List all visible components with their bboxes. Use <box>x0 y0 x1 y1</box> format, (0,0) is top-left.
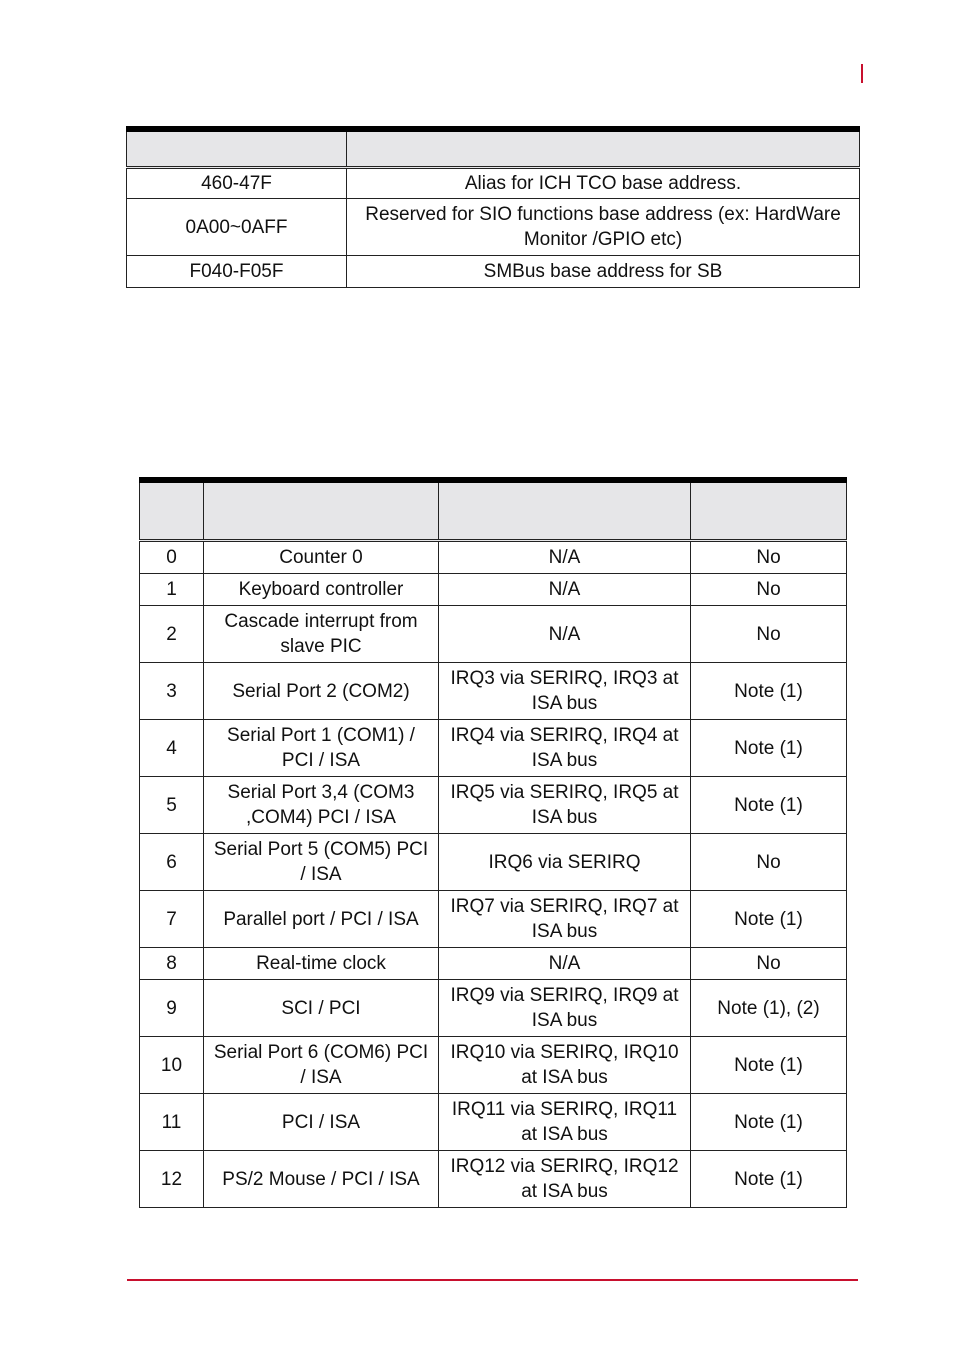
irq-cell: 10 <box>140 1037 204 1094</box>
device-cell: Cascade interrupt from slave PIC <box>204 606 439 663</box>
footer-rule <box>127 1279 858 1281</box>
note-cell: No <box>691 541 847 574</box>
description-cell: Reserved for SIO functions base address (ex: HardWare Monitor /GPIO etc) <box>347 199 860 256</box>
note-cell: Note (1) <box>691 1037 847 1094</box>
description-cell: Alias for ICH TCO base address. <box>347 168 860 199</box>
serirq-cell: N/A <box>439 606 691 663</box>
device-cell: PCI / ISA <box>204 1094 439 1151</box>
note-header-cell <box>691 480 847 541</box>
serirq-cell: N/A <box>439 574 691 606</box>
address-cell: 0A00~0AFF <box>127 199 347 256</box>
note-cell: Note (1), (2) <box>691 980 847 1037</box>
irq-cell: 8 <box>140 948 204 980</box>
irq-cell: 6 <box>140 834 204 891</box>
table-row <box>140 1094 847 1151</box>
note-cell: No <box>691 948 847 980</box>
note-cell: No <box>691 606 847 663</box>
irq-header-cell <box>140 480 204 541</box>
description-header-cell <box>347 129 860 168</box>
device-cell: Parallel port / PCI / ISA <box>204 891 439 948</box>
io-address-table <box>126 126 860 288</box>
serirq-header-cell <box>439 480 691 541</box>
irq-cell: 12 <box>140 1151 204 1208</box>
table-row <box>140 777 847 834</box>
irq-assignment-table <box>139 477 847 1208</box>
table-row <box>140 1151 847 1208</box>
device-cell: PS/2 Mouse / PCI / ISA <box>204 1151 439 1208</box>
table-row <box>140 948 847 980</box>
table-row <box>140 720 847 777</box>
table-row <box>140 980 847 1037</box>
note-cell: Note (1) <box>691 891 847 948</box>
device-cell: Serial Port 1 (COM1) / PCI / ISA <box>204 720 439 777</box>
note-cell: Note (1) <box>691 1094 847 1151</box>
table-row <box>140 574 847 606</box>
serirq-cell: IRQ6 via SERIRQ <box>439 834 691 891</box>
irq-cell: 11 <box>140 1094 204 1151</box>
serirq-cell: IRQ10 via SERIRQ, IRQ10 at ISA bus <box>439 1037 691 1094</box>
table-header-row <box>127 129 860 168</box>
serirq-cell: IRQ5 via SERIRQ, IRQ5 at ISA bus <box>439 777 691 834</box>
device-cell: Serial Port 5 (COM5) PCI / ISA <box>204 834 439 891</box>
irq-cell: 0 <box>140 541 204 574</box>
serirq-cell: N/A <box>439 541 691 574</box>
device-cell: Counter 0 <box>204 541 439 574</box>
header-accent-mark <box>861 64 863 83</box>
note-cell: No <box>691 834 847 891</box>
description-cell: SMBus base address for SB <box>347 256 860 288</box>
note-cell: Note (1) <box>691 777 847 834</box>
table-row <box>140 606 847 663</box>
device-cell: Serial Port 3,4 (COM3 ,COM4) PCI / ISA <box>204 777 439 834</box>
device-header-cell <box>204 480 439 541</box>
table-row <box>127 256 860 288</box>
device-cell: Real-time clock <box>204 948 439 980</box>
table-row <box>140 541 847 574</box>
device-cell: Serial Port 6 (COM6) PCI / ISA <box>204 1037 439 1094</box>
serirq-cell: N/A <box>439 948 691 980</box>
address-cell: 460-47F <box>127 168 347 199</box>
irq-cell: 4 <box>140 720 204 777</box>
note-cell: Note (1) <box>691 720 847 777</box>
serirq-cell: IRQ12 via SERIRQ, IRQ12 at ISA bus <box>439 1151 691 1208</box>
serirq-cell: IRQ9 via SERIRQ, IRQ9 at ISA bus <box>439 980 691 1037</box>
address-cell: F040-F05F <box>127 256 347 288</box>
serirq-cell: IRQ11 via SERIRQ, IRQ11 at ISA bus <box>439 1094 691 1151</box>
table-row <box>127 168 860 199</box>
device-cell: SCI / PCI <box>204 980 439 1037</box>
irq-cell: 5 <box>140 777 204 834</box>
irq-cell: 7 <box>140 891 204 948</box>
note-cell: No <box>691 574 847 606</box>
irq-cell: 3 <box>140 663 204 720</box>
table-row <box>140 663 847 720</box>
table-row <box>140 1037 847 1094</box>
note-cell: Note (1) <box>691 1151 847 1208</box>
irq-cell: 2 <box>140 606 204 663</box>
serirq-cell: IRQ3 via SERIRQ, IRQ3 at ISA bus <box>439 663 691 720</box>
irq-cell: 9 <box>140 980 204 1037</box>
table-row <box>140 891 847 948</box>
table-row <box>127 199 860 256</box>
irq-cell: 1 <box>140 574 204 606</box>
table-row <box>140 834 847 891</box>
address-header-cell <box>127 129 347 168</box>
table-header-row <box>140 480 847 541</box>
device-cell: Serial Port 2 (COM2) <box>204 663 439 720</box>
serirq-cell: IRQ7 via SERIRQ, IRQ7 at ISA bus <box>439 891 691 948</box>
serirq-cell: IRQ4 via SERIRQ, IRQ4 at ISA bus <box>439 720 691 777</box>
device-cell: Keyboard controller <box>204 574 439 606</box>
note-cell: Note (1) <box>691 663 847 720</box>
